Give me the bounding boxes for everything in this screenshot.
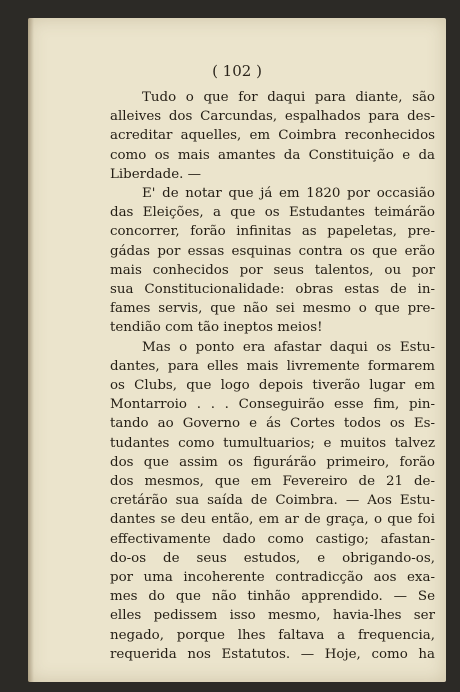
text-line: dantes, para elles mais livremente formarem (110, 358, 435, 374)
text-line: Montarroio . . . Conseguirão esse fim, pin- (110, 397, 435, 413)
text-line: como os mais amantes da Constituição e da (110, 147, 435, 163)
text-line: requerida nos Estatutos. — Hoje, como ha (110, 646, 435, 662)
body-text (110, 88, 435, 664)
text-line: dos que assim os figurárão primeiro, forão (110, 454, 435, 470)
text-line: negado, porque lhes faltava a frequencia, (110, 627, 435, 643)
page-number: ( 102 ) (212, 62, 262, 80)
text-line: mais conhecidos por seus talentos, ou por (110, 262, 435, 278)
paragraph (110, 88, 435, 184)
text-line: Liberdade. — (110, 166, 202, 182)
text-line: mes do que não tinhão apprendido. — Se (110, 589, 435, 605)
text-line: por uma incoherente contradicção aos exa- (110, 570, 435, 586)
page-spine-shadow (28, 18, 34, 682)
text-line: tendião com tão ineptos meios! (110, 320, 323, 336)
text-line: effectivamente dado como castigo; afastan- (110, 531, 435, 547)
text-line: das Eleições, a que os Estudantes teimárão (110, 205, 435, 221)
text-line: tando ao Governo e ás Cortes todos os Es- (110, 416, 435, 432)
text-line: acreditar aquelles, em Coimbra reconhecidos (110, 128, 435, 144)
text-line: concorrer, forão infinitas as papeletas, pre- (110, 224, 435, 240)
paragraph (110, 338, 435, 664)
paragraph (110, 184, 435, 338)
text-line: E' de notar que já em 1820 por occasião (142, 186, 435, 202)
text-line: sua Constitucionalidade: obras estas de in- (110, 282, 435, 298)
text-line: tudantes como tumultuarios; e muitos talvez (110, 435, 435, 451)
text-line: gádas por essas esquinas contra os que erão (110, 243, 435, 259)
text-line: dos mesmos, que em Fevereiro de 21 de- (110, 474, 435, 490)
text-line: cretárão sua saída de Coimbra. — Aos Estu- (110, 493, 435, 509)
text-line: elles pedissem isso mesmo, havia-lhes ser (110, 608, 435, 624)
text-line: dantes se deu então, em ar de graça, o que foi (110, 512, 435, 528)
text-line: os Clubs, que logo depois tiverão lugar em (110, 378, 435, 394)
text-line: fames servis, que não sei mesmo o que pre- (110, 301, 435, 317)
text-line: alleives dos Carcundas, espalhados para des- (110, 109, 435, 125)
text-line: Mas o ponto era afastar daqui os Estu- (142, 339, 435, 355)
book-page (28, 18, 446, 682)
text-line: do-os de seus estudos, e obrigando-os, (110, 550, 435, 566)
text-line: Tudo o que for daqui para diante, são (142, 90, 435, 105)
